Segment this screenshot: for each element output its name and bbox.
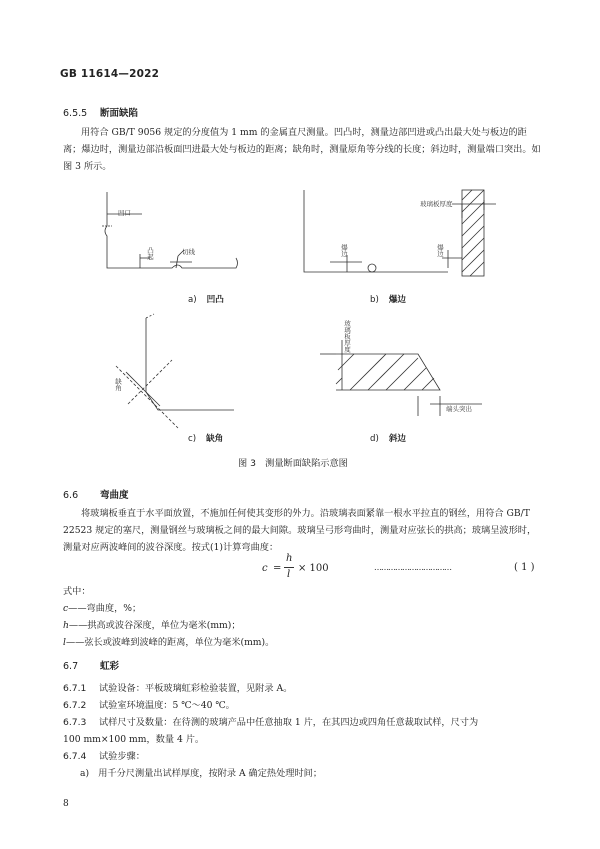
item-text: 试验设备：平板玻璃虹彩检验装置，见附录 A。: [99, 683, 293, 694]
figure-b-label-chip-2: 爆边: [436, 244, 444, 257]
item-text: 试样尺寸及数量：在待测的玻璃产品中任意抽取 1 片，在其四边或四角任意裁取试样，尺寸为: [99, 717, 479, 728]
where-item-c: [63, 600, 141, 617]
figure-b-caption-label: b): [370, 295, 379, 305]
figure-a-caption-name: 凹凸: [206, 295, 224, 305]
figure-b-label-chip-1: 爆边: [340, 244, 348, 257]
document-header: GB 11614—2022: [60, 68, 160, 80]
formula-number: ( 1 ): [514, 562, 535, 573]
where-symbol: h: [63, 620, 69, 631]
figure-b-label-thickness: 玻璃板厚度: [420, 200, 453, 208]
figure-a-label-tangent: 切线: [182, 248, 195, 256]
figure-a-drawing: [102, 192, 238, 268]
figure-c-caption-label: c): [188, 434, 197, 444]
figure-a-label-notch: 凹口: [118, 209, 131, 217]
figure-a-caption: [188, 293, 224, 305]
page-number: 8: [63, 799, 69, 809]
item-number: 6.7.3: [63, 717, 87, 728]
where-desc: ——拱高或波谷深度，单位为毫米(mm)；: [68, 620, 241, 631]
where-intro: 式中：: [63, 586, 91, 597]
where-desc: ——弯曲度，%；: [68, 603, 142, 614]
where-item-h: [63, 617, 241, 634]
section-number: 6.6: [63, 490, 79, 501]
figure-c-label-corner: 缺角: [114, 378, 122, 391]
step-a: a) 用千分尺测量出试样厚度，按附录 A 确定热处理时间；: [80, 768, 323, 779]
where-symbol: l: [63, 637, 66, 648]
item-6-7-4: [63, 748, 145, 762]
section-title: 虹彩: [100, 661, 120, 672]
item-number: 6.7.1: [63, 683, 87, 694]
section-number: 6.7: [63, 661, 79, 672]
where-desc: ——弦长或波峰到波峰的距离，单位为毫米(mm)。: [65, 637, 275, 648]
figure-3-title: 图 3 测量断面缺陷示意图: [238, 458, 348, 469]
item-number: 6.7.4: [63, 751, 87, 762]
figure-a-caption-label: a): [188, 295, 197, 305]
item-text: 100 mm×100 mm，数量 4 片。: [63, 734, 205, 745]
section-title: 弯曲度: [100, 490, 129, 501]
figure-d-caption-label: d): [370, 434, 379, 444]
item-number: 6.7.2: [63, 700, 87, 711]
figure-c-caption-name: 缺角: [206, 434, 224, 444]
section-6-7-heading: [63, 658, 119, 672]
formula-denominator: l: [287, 569, 291, 580]
item-6-7-1: [63, 680, 292, 694]
figure-a-label-bump: 凸起: [146, 247, 154, 260]
paragraph-6-5-5: 用符合 GB/T 9056 规定的分度值为 1 mm 的金属直尺测量。凹凸时，测量边部凹进或凸出最大处与板边的距离；爆边时，测量边部沿板面凹进最大处与板边的距离；缺角时，测量原角等分线的长度；斜边时，测量端口突出。如图 3 所示。: [63, 127, 541, 172]
figure-b-caption: [370, 293, 406, 305]
item-6-7-3: [63, 714, 478, 728]
section-6-6-heading: [63, 487, 129, 501]
item-6-7-2: [63, 697, 235, 711]
figure-c-caption: [188, 432, 223, 444]
item-text: 试验室环境温度：5 ℃～40 ℃。: [99, 700, 235, 711]
item-6-7-3-cont: [63, 731, 204, 745]
formula-equals: =: [273, 563, 282, 574]
figure-c-drawing: [116, 314, 234, 428]
formula-dots: ……………………………: [374, 563, 451, 572]
where-item-l: [63, 634, 274, 651]
item-text: 试验步骤：: [99, 751, 145, 762]
section-title: 断面缺陷: [100, 108, 139, 119]
figure-b-caption-name: 爆边: [388, 295, 407, 305]
fraction-bar: [284, 567, 294, 568]
where-symbol: c: [63, 603, 69, 614]
formula-tail: × 100: [298, 563, 329, 574]
formula-lhs: c: [262, 563, 268, 574]
section-number: 6.5.5: [63, 108, 88, 119]
figure-d-label-thickness: 玻璃板厚度: [343, 320, 351, 353]
figure-d-label-protrusion: 端头突出: [446, 405, 472, 413]
figure-b-drawing: [304, 190, 496, 276]
figure-d-caption: [370, 432, 406, 444]
formula-numerator: h: [286, 553, 293, 564]
paragraph-6-6: 将玻璃板垂直于水平面放置，不施加任何使其变形的外力。沿玻璃表面紧靠一根水平拉直的钢丝，用符合 GB/T 22523 规定的塞尺，测量钢丝与玻璃板之间的最大间隙。玻璃呈弓形弯曲时，测量对应弦长的拱高；玻璃呈波形时，测量对应两波峰间的波谷深度。按式(1)计算弯曲度：: [63, 508, 537, 553]
figure-d-caption-name: 斜边: [388, 434, 407, 444]
formula-1: [262, 553, 562, 585]
